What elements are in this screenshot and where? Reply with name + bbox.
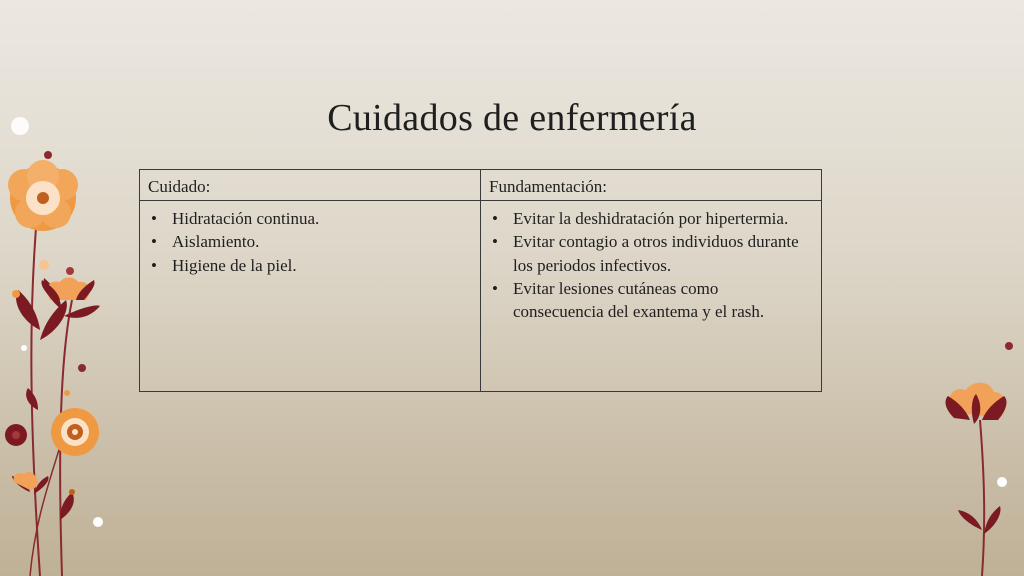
right-stem xyxy=(980,420,984,576)
leaf xyxy=(16,290,40,330)
header-cuidado: Cuidado: xyxy=(140,170,481,201)
bud-dot xyxy=(93,517,103,527)
header-fundamentacion: Fundamentación: xyxy=(481,170,822,201)
list-item: • Evitar lesiones cutáneas como consecuencia del exantema y el rash. xyxy=(513,277,813,324)
bud-dot xyxy=(21,345,27,351)
bud-dot xyxy=(12,290,20,298)
slide-title: Cuidados de enfermería xyxy=(327,97,697,139)
bud-dot xyxy=(997,477,1007,487)
bud-dot xyxy=(44,151,52,159)
bud-dot xyxy=(78,364,86,372)
cuidados-cell xyxy=(140,201,481,392)
care-table xyxy=(139,169,822,392)
dark-red-star-flower xyxy=(5,424,27,446)
list-item: • Evitar la deshidratación por hipertermia. xyxy=(513,207,813,230)
leaf xyxy=(984,506,1000,534)
list-item: • Hidratación continua. xyxy=(172,207,472,230)
orange-ring-flower xyxy=(51,408,99,456)
orange-tulip-left xyxy=(41,278,94,301)
bud-dot xyxy=(69,489,75,495)
list-item: • Higiene de la piel. xyxy=(172,254,472,277)
orange-tulip-right xyxy=(946,383,1007,424)
fundamentacion-list xyxy=(489,207,813,323)
leaf xyxy=(958,510,982,530)
fundamentacion-cell xyxy=(481,201,822,392)
leaf xyxy=(40,300,67,340)
orange-flower-large xyxy=(8,160,78,231)
bud-dot xyxy=(39,260,49,270)
leaf xyxy=(60,492,74,520)
bud-dot xyxy=(64,390,70,396)
bud-dot xyxy=(1005,342,1013,350)
list-item: • Evitar contagio a otros individuos durante los periodos infectivos. xyxy=(513,230,813,277)
list-item: • Aislamiento. xyxy=(172,230,472,253)
left-stem-3 xyxy=(30,440,62,576)
bud-dot xyxy=(66,267,74,275)
table-header-row xyxy=(140,170,822,201)
cuidados-list xyxy=(148,207,472,277)
table-row xyxy=(140,201,822,392)
